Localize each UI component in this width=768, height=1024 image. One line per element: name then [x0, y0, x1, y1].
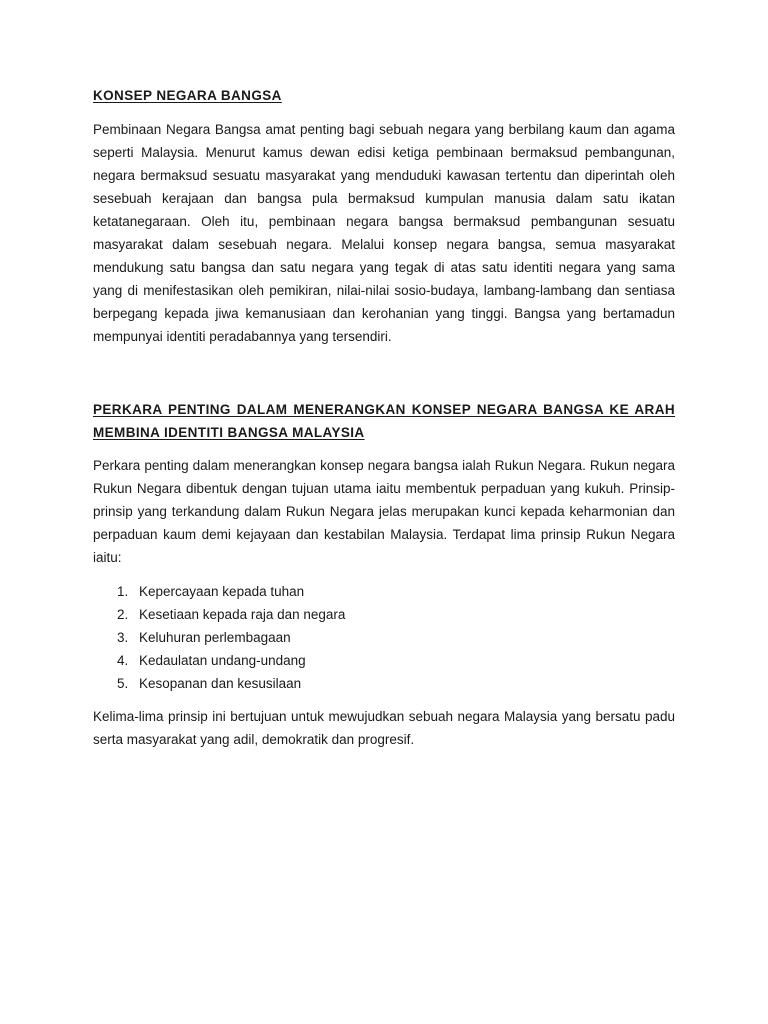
heading-perkara-penting: PERKARA PENTING DALAM MENERANGKAN KONSEP NEGARA BANGSA KE ARAH MEMBINA IDENTITI BANGSA MALAYSIA	[93, 402, 675, 440]
paragraph-kesimpulan: Kelima-lima prinsip ini bertujuan untuk mewujudkan sebuah negara Malaysia yang bersatu padu serta masyarakat yang adil, demokratik dan progresif.	[93, 709, 675, 747]
heading-konsep-negara-bangsa: KONSEP NEGARA BANGSA	[93, 88, 282, 103]
list-item-text: Kesopanan dan kesusilaan	[139, 676, 302, 691]
list-item-number: 1.	[117, 584, 129, 599]
list-item-number: 3.	[117, 630, 129, 645]
list-item	[93, 649, 675, 672]
list-item	[93, 603, 675, 626]
list-item-number: 5.	[117, 676, 129, 691]
paragraph-pembinaan: Pembinaan Negara Bangsa amat penting bagi sebuah negara yang berbilang kaum dan agama seperti Malaysia. Menurut kamus dewan edisi ketiga pembinaan bermaksud pembangunan, negara bermaksud sesuatu masyarakat yang menduduki kawasan tertentu dan diperintah oleh sesebuah kerajaan dan bangsa pula bermaksud kumpulan manusia dalam satu ikatan ketatanegaraan. Oleh itu, pembinaan negara bangsa bermaksud pembangunan sesuatu masyarakat dalam sesebuah negara. Melalui konsep negara bangsa, semua masyarakat mendukung satu bangsa dan satu negara yang tegak di atas satu identiti negara yang sama yang di menifestasikan oleh pemikiran, nilai-nilai sosio-budaya, lambang-lambang dan sentiasa berpegang kepada jiwa kemanusiaan dan kerohanian yang tinggi. Bangsa yang bertamadun mempunyai identiti peradabannya yang tersendiri.	[93, 122, 675, 344]
list-item-text: Kepercayaan kepada tuhan	[139, 584, 305, 599]
document-page	[93, 84, 675, 751]
list-item-text: Kedaulatan undang-undang	[139, 653, 306, 668]
list-item-number: 4.	[117, 653, 129, 668]
list-item-number: 2.	[117, 607, 129, 622]
list-item-text: Kesetiaan kepada raja dan negara	[139, 607, 346, 622]
list-item	[93, 672, 675, 695]
list-item-text: Keluhuran perlembagaan	[139, 630, 291, 645]
paragraph-rukun-negara: Perkara penting dalam menerangkan konsep negara bangsa ialah Rukun Negara. Rukun negara Rukun Negara dibentuk dengan tujuan utama iaitu membentuk perpaduan yang kukuh. Prinsip-prinsip yang terkandung dalam Rukun Negara jelas merupakan kunci kepada keharmonian dan perpaduan kaum demi kejayaan dan kestabilan Malaysia. Terdapat lima prinsip Rukun Negara iaitu:	[93, 458, 675, 565]
list-item	[93, 580, 675, 603]
rukun-negara-list	[93, 580, 675, 695]
list-item	[93, 626, 675, 649]
